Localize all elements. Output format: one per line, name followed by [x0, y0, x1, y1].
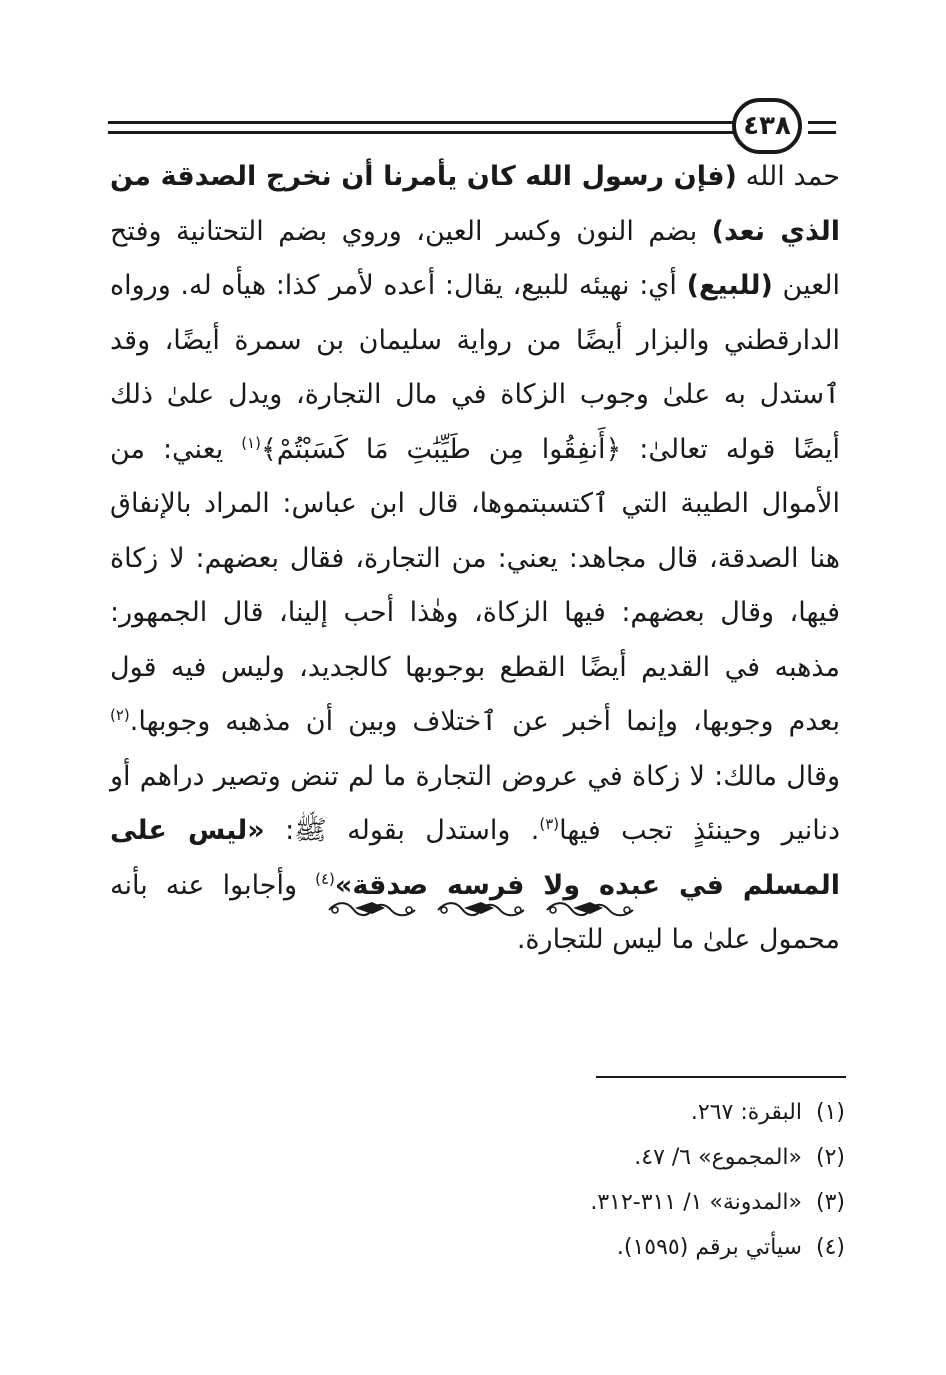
footnote-text: سيأتي برقم (١٥٩٥).	[616, 1235, 802, 1260]
footnotes	[300, 1090, 845, 1270]
footnote-number: (٤)	[815, 1235, 845, 1260]
footnote-item	[300, 1180, 845, 1225]
ornament-flourish-icon	[325, 895, 419, 925]
footnote-ref-4[interactable]: (٤)	[315, 869, 335, 888]
text-segment: . واستدل بقوله ﷺ:	[264, 815, 540, 846]
hadith-quote: (فإن رسول الله كان يأمرنا أن نخرج الصدقة من الذي نعد)	[110, 161, 840, 247]
footnote-number: (١)	[815, 1100, 845, 1125]
footnote-separator	[596, 1076, 846, 1078]
main-text	[110, 150, 840, 968]
ornament-flourish-icon	[434, 895, 528, 925]
text-segment: أي: نهيئه للبيع، يقال: أعده لأمر كذا: هيأه له. ورواه الدارقطني والبزار أيضًا من رواية سليمان بن سمرة أيضًا، وقد ٱستدل به علىٰ وجوب الزكاة في مال التجارة، ويدل علىٰ ذلك أيضًا قوله تعالىٰ:	[110, 270, 840, 465]
header-rule-right-bottom	[808, 131, 836, 134]
footnote-number: (٢)	[815, 1145, 845, 1170]
header-rule-bottom	[108, 131, 734, 134]
text-segment: وقال مالك: لا زكاة في عروض التجارة ما لم تنض وتصير دراهم أو دنانير وحينئذٍ تجب فيها	[110, 760, 840, 846]
header-rule-top	[108, 121, 734, 124]
footnote-item	[300, 1090, 845, 1135]
ornament-divider	[325, 893, 637, 927]
footnote-item	[300, 1225, 845, 1270]
quran-verse: ﴿أَنفِقُوا مِن طَيِّبَٰتِ مَا كَسَبْتُمْ﴾	[260, 433, 622, 465]
footnote-ref-2[interactable]: (٢)	[110, 706, 130, 724]
footnote-ref-3[interactable]: (٣)	[539, 815, 560, 833]
footnote-item	[300, 1135, 845, 1180]
text-segment: وأجابوا عنه بأنه محمول علىٰ ما ليس للتجارة.	[110, 869, 840, 955]
footnote-text: «المجموع» ٦/ ٤٧.	[634, 1145, 802, 1170]
page-number: ٤٣٨	[732, 98, 802, 154]
footnote-text: البقرة: ٢٦٧.	[690, 1100, 802, 1125]
hadith-quote: «ليس على المسلم في عبده ولا فرسه صدقة»	[110, 815, 840, 901]
text-segment: بضم النون وكسر العين، وروي بضم التحتانية وفتح العين	[110, 215, 840, 301]
footnote-number: (٣)	[815, 1190, 845, 1215]
ornament-flourish-icon	[543, 895, 637, 925]
text-segment: يعني: من الأموال الطيبة التي ٱكتسبتموها، قال ابن عباس: المراد بالإنفاق هنا الصدقة، قال مجاهد: يعني: من التجارة، فقال بعضهم: لا زكاة فيها، وقال بعضهم: فيها الزكاة، وهٰذا أحب إلينا، قال الجمهور: مذهبه في القديم أيضًا القطع بوجوبها كالجديد، وليس فيه قول بعدم وجوبها، وإنما أخبر عن ٱختلاف وبين أن مذهبه وجوبها.	[110, 433, 840, 737]
text-segment: حمد الله	[736, 161, 841, 192]
footnote-text: «المدونة» ١/ ٣١١-٣١٢.	[590, 1190, 802, 1215]
hadith-word: (للبيع)	[686, 270, 773, 301]
footnote-ref-1[interactable]: (١)	[241, 433, 261, 452]
header-rule-right-top	[808, 121, 836, 124]
